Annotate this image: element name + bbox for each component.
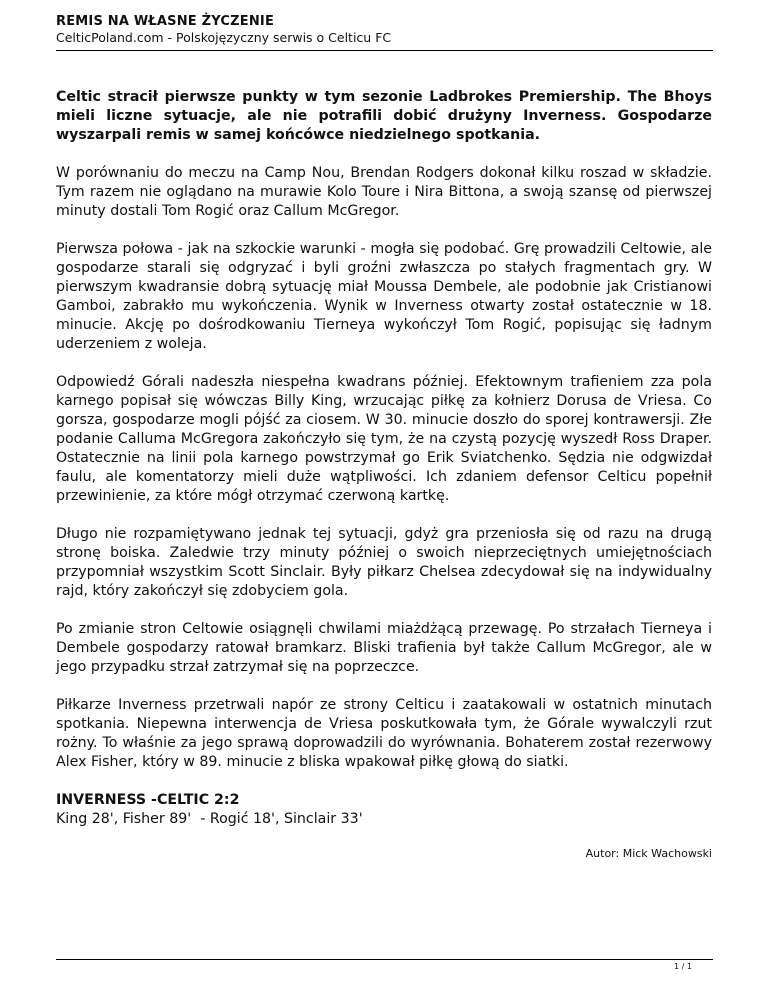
page-header xyxy=(56,14,712,46)
paragraph: Po zmianie stron Celtowie osiągnęli chwilami miażdżącą przewagę. Po strzałach Tierneya i Dembele gospodarzy ratował bramkarz. Bliski trafienia był także Callum McGregor, ale w jego przypadku strzał zatrzymał się na poprzeczce. xyxy=(56,621,712,675)
page-number: 1 / 1 xyxy=(674,962,692,971)
paragraph: Długo nie rozpamiętywano jednak tej sytuacji, gdyż gra przeniosła się od razu na drugą stronę boiska. Zaledwie trzy minuty później o swoich nieprzeciętnych umiejętnościach przypomniał wszystkim Scott Sinclair. Były piłkarz Chelsea zdecydował się na indywidualny rajd, który zakończył się zdobyciem gola. xyxy=(56,526,712,599)
article-title: REMIS NA WŁASNE ŻYCZENIE xyxy=(56,14,275,29)
footer-divider xyxy=(56,959,713,960)
match-result-title: INVERNESS -CELTIC 2:2 xyxy=(56,792,240,808)
paragraph: Piłkarze Inverness przetrwali napór ze strony Celticu i zaatakowali w ostatnich minutach spotkania. Niepewna interwencja de Vriesa poskutkowała tym, że Górale wywalczyli rzut rożny. To właśnie za jego sprawą doprowadzili do wyrównania. Bohaterem został rezerwowy Alex Fisher, który w 89. minucie z bliska wpakował piłkę głową do siatki. xyxy=(56,697,712,770)
article-lead: Celtic stracił pierwsze punkty w tym sezonie Ladbrokes Premiership. The Bhoys mieli liczne sytuacje, ale nie potrafili dobić drużyny Inverness. Gospodarze wyszarpali remis w samej końcówce niedzielnego spotkania. xyxy=(56,89,712,143)
paragraph: Odpowiedź Górali nadeszła niespełna kwadrans później. Efektownym trafieniem zza pola karnego popisał się wówczas Billy King, wrzucając piłkę za kołnierz Dorusa de Vriesa. Co gorsza, gospodarze mogli pójść za ciosem. W 30. minucie doszło do sporej kontrawersji. Złe podanie Calluma McGregora zakończyło się tym, że na czystą pozycję wyszedł Ross Draper. Ostatecznie na linii pola karnego powstrzymał go Erik Sviatchenko. Sędzia nie odgwizdał faulu, ale komentatorzy mieli duże wątpliwości. Ich zdaniem defensor Celticu popełnił przewinienie, za które mógł otrzymać czerwoną kartkę. xyxy=(56,374,712,504)
paragraph: W porównaniu do meczu na Camp Nou, Brendan Rodgers dokonał kilku roszad w składzie. Tym razem nie oglądano na murawie Kolo Toure i Nira Bittona, a swoją szansę od pierwszej minuty dostali Tom Rogić oraz Callum McGregor. xyxy=(56,165,712,219)
author-credit: Autor: Mick Wachowski xyxy=(585,847,712,860)
article-body xyxy=(56,88,712,829)
header-divider xyxy=(56,50,713,51)
match-scorers: King 28', Fisher 89' - Rogić 18', Sinclair 33' xyxy=(56,811,363,827)
site-subtitle: CelticPoland.com - Polskojęzyczny serwis o Celticu FC xyxy=(56,30,392,45)
paragraph: Pierwsza połowa - jak na szkockie warunki - mogła się podobać. Grę prowadzili Celtowie, ale gospodarze starali się odgryzać i byli groźni zwłaszcza po stałych fragmentach gry. W pierwszym kwadransie dobrą sytuację miał Moussa Dembele, ale podobnie jak Cristianowi Gamboi, zabrakło mu wykończenia. Wynik w Inverness otwarty został ostatecznie w 18. minucie. Akcję po dośrodkowaniu Tierneya wykończył Tom Rogić, popisując się ładnym uderzeniem z woleja. xyxy=(56,241,712,352)
